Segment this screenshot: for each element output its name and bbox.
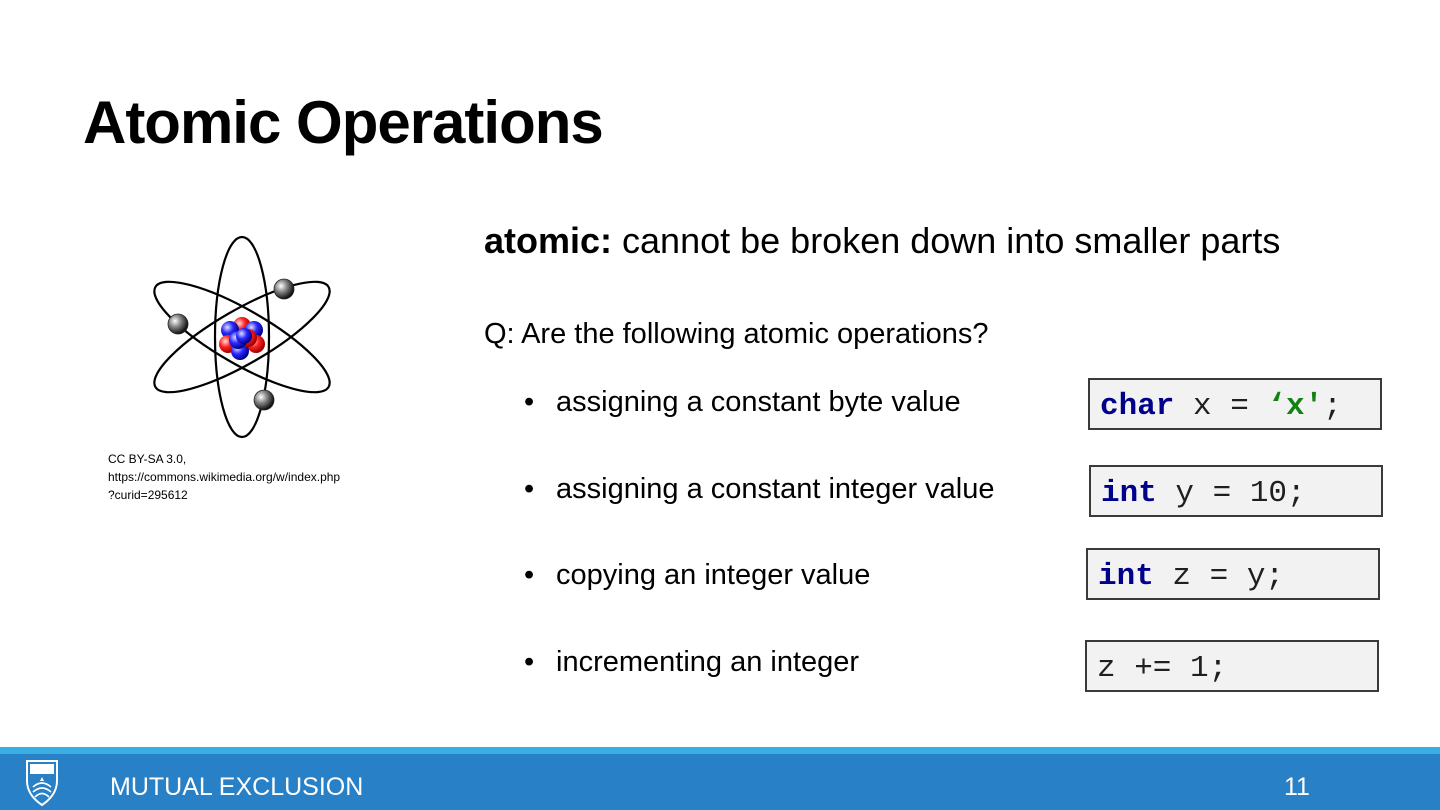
footer-section-label: MUTUAL EXCLUSION	[110, 773, 364, 801]
image-credit-line: ?curid=295612	[108, 488, 188, 502]
page-number: 11	[1284, 773, 1310, 801]
image-credit-line: CC BY-SA 3.0,	[108, 452, 187, 466]
bullet-item: • incrementing an integer	[524, 646, 860, 678]
definition-text: cannot be broken down into smaller parts	[612, 220, 1281, 261]
code-box-int-y: int y = 10;	[1089, 465, 1383, 517]
code-box-increment: z += 1;	[1085, 640, 1379, 692]
code-box-char: char x = ‘x';	[1088, 378, 1382, 430]
electron	[168, 314, 188, 334]
bullet-text: copying an integer value	[556, 559, 871, 591]
definition-term: atomic:	[484, 220, 613, 261]
footer-stripe	[0, 747, 1440, 754]
image-credit	[108, 450, 340, 504]
electron	[254, 390, 274, 410]
footer	[0, 747, 1440, 810]
ubc-crest-icon	[24, 759, 60, 807]
code-box-int-z: int z = y;	[1086, 548, 1380, 600]
image-credit-line: https://commons.wikimedia.org/w/index.php	[108, 470, 341, 484]
nucleus	[219, 317, 265, 360]
code-literal: ‘x'	[1267, 389, 1324, 424]
slide-title: Atomic Operations	[83, 89, 603, 156]
electron	[274, 279, 294, 299]
definition	[484, 220, 1280, 262]
bullet-item: • copying an integer value	[524, 559, 871, 591]
code-keyword: int	[1101, 476, 1157, 511]
bullet-item: • assigning a constant integer value	[524, 473, 995, 505]
bullet-text: assigning a constant byte value	[556, 386, 961, 418]
code-keyword: char	[1100, 389, 1175, 424]
bullet-item: • assigning a constant byte value	[524, 386, 961, 418]
question: Q: Are the following atomic operations?	[484, 318, 989, 350]
bullet-text: assigning a constant integer value	[556, 473, 995, 505]
atom-illustration	[150, 234, 336, 440]
bullet-text: incrementing an integer	[556, 646, 860, 678]
code-keyword: int	[1098, 559, 1154, 594]
